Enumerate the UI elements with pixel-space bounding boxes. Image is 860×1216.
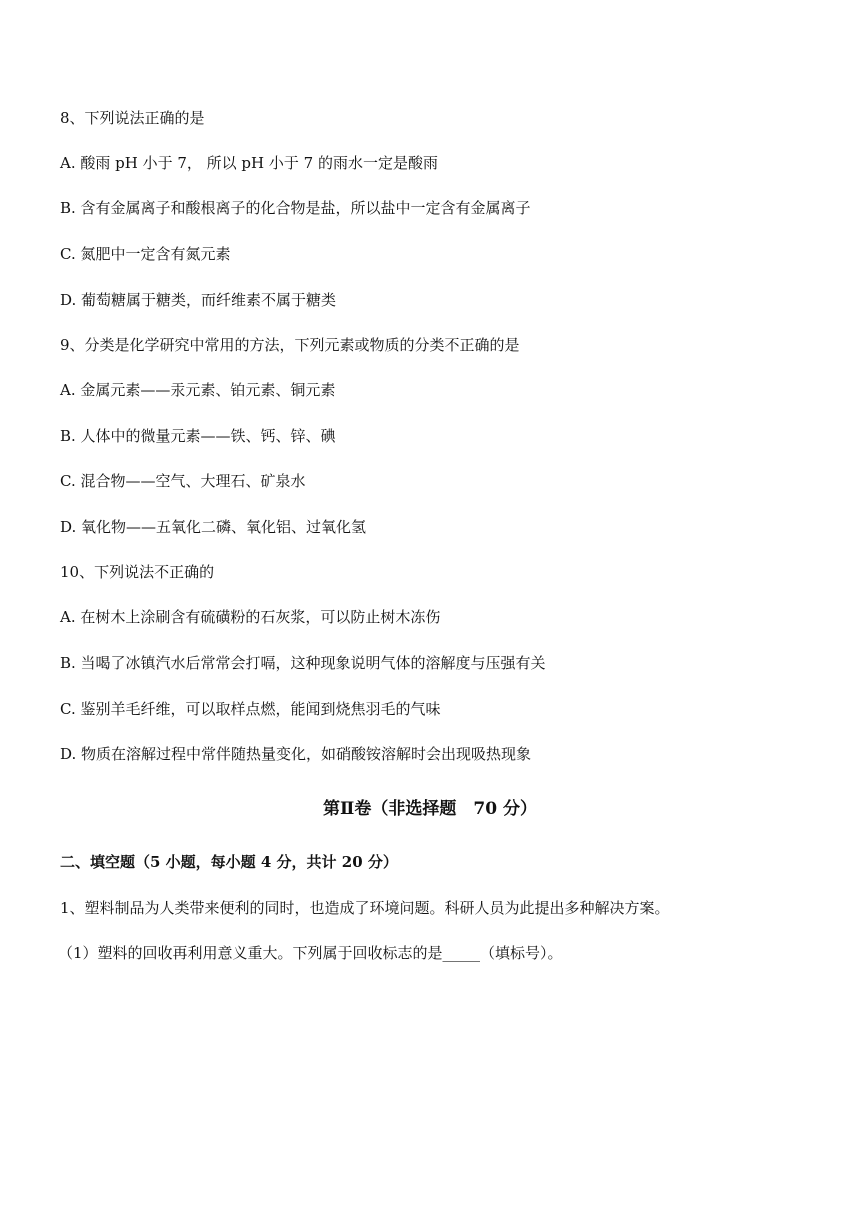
section-title: 二、填空题（5 小题，每小题 4 分，共计 20 分） [60, 853, 398, 871]
q10-option-d: D. 物质在溶解过程中常伴随热量变化，如硝酸铵溶解时会出现吸热现象 [60, 745, 532, 763]
q9-option-c: C. 混合物——空气、大理石、矿泉水 [60, 472, 306, 490]
q8-option-b: B. 含有金属离子和酸根离子的化合物是盐，所以盐中一定含有金属离子 [60, 199, 531, 217]
q10-option-a: A. 在树木上涂刷含有硫磺粉的石灰浆，可以防止树木冻伤 [60, 608, 441, 626]
q8-stem: 8、下列说法正确的是 [60, 109, 205, 127]
q9-option-d: D. 氧化物——五氧化二磷、氧化铝、过氧化氢 [60, 518, 367, 536]
q9-option-a: A. 金属元素——汞元素、铂元素、铜元素 [60, 381, 336, 399]
part2-title: 第Ⅱ卷（非选择题 70 分） [323, 799, 537, 819]
q9-stem: 9、分类是化学研究中常用的方法，下列元素或物质的分类不正确的是 [60, 336, 520, 354]
fill-q1-stem: 1、塑料制品为人类带来便利的同时，也造成了环境问题。科研人员为此提出多种解决方案。 [60, 899, 670, 917]
q10-stem: 10、下列说法不正确的 [60, 563, 215, 581]
q10-option-c: C. 鉴别羊毛纤维，可以取样点燃，能闻到烧焦羽毛的气味 [60, 700, 441, 718]
q8-option-a: A. 酸雨 pH 小于 7， 所以 pH 小于 7 的雨水一定是酸雨 [60, 154, 438, 172]
q8-option-d: D. 葡萄糖属于糖类，而纤维素不属于糖类 [60, 291, 337, 309]
q10-option-b: B. 当喝了冰镇汽水后常常会打嗝，这种现象说明气体的溶解度与压强有关 [60, 654, 546, 672]
q9-option-b: B. 人体中的微量元素——铁、钙、锌、碘 [60, 427, 336, 445]
fill-q1-sub1: （1）塑料的回收再利用意义重大。下列属于回收标志的是_____（填标号）。 [58, 944, 563, 962]
q8-option-c: C. 氮肥中一定含有氮元素 [60, 245, 231, 263]
